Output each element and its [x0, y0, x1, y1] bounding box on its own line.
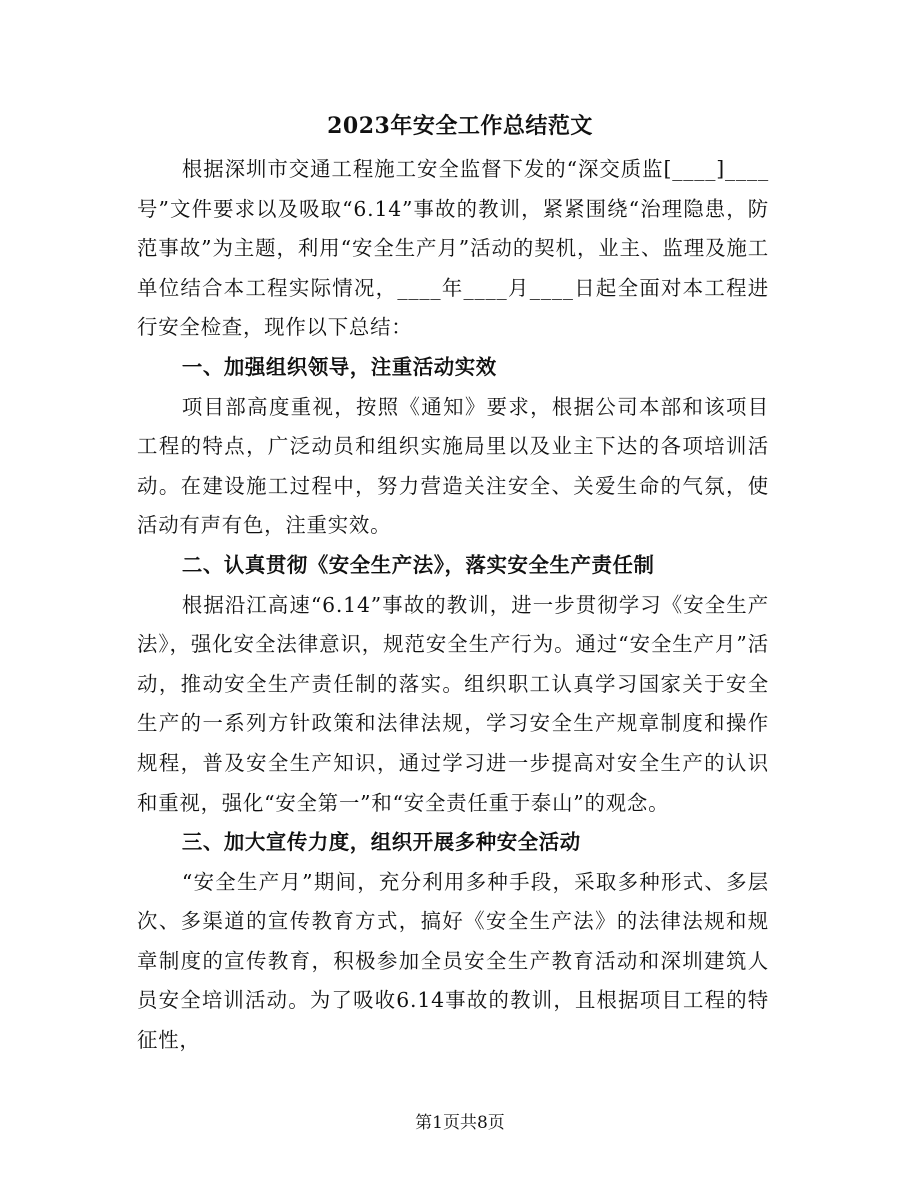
section-2-heading: 二、认真贯彻《安全生产法》，落实安全生产责任制 [181, 552, 655, 577]
section-1-heading: 一、加强组织领导，注重活动实效 [181, 354, 497, 379]
intro-paragraph: 根据深圳市交通工程施工安全监督下发的“深交质监[____]____号”文件要求以及吸取“6.14”事故的教训，紧紧围绕“治理隐患，防范事故”为主题，利用“安全生产月”活动的契机，业主、监理及施工单位结合本工程实际情况，____年____月____日起全面对本工程进行安全检查，现作以下总结： [137, 157, 769, 340]
section-3-paragraph: “安全生产月”期间，充分利用多种手段，采取多种形式、多层次、多渠道的宣传教育方式，搞好《安全生产法》的法律法规和规章制度的宣传教育，积极参加全员安全生产教育活动和深圳建筑人员安全培训活动。为了吸收6.14事故的教训，且根据项目工程的特征性， [137, 869, 769, 1053]
section-3-heading: 三、加大宣传力度，组织开展多种安全活动 [181, 830, 581, 855]
document-title: 2023年安全工作总结范文 [327, 113, 593, 139]
section-1-paragraph: 项目部高度重视，按照《通知》要求，根据公司本部和该项目工程的特点，广泛动员和组织实施局里以及业主下达的各项培训活动。在建设施工过程中，努力营造关注安全、关爱生命的气氛，使活动有声有色，注重实效。 [137, 394, 769, 538]
section-2-paragraph: 根据沿江高速“6.14”事故的教训，进一步贯彻学习《安全生产法》，强化安全法律意识，规范安全生产行为。通过“安全生产月”活动，推动安全生产责任制的落实。组织职工认真学习国家关于安全生产的一系列方针政策和法律法规，学习安全生产规章制度和操作规程，普及安全生产知识，通过学习进一步提高对安全生产的认识和重视，强化“安全第一”和“安全责任重于泰山”的观念。 [137, 592, 769, 815]
page-number-footer: 第1页共8页 [415, 1113, 505, 1133]
document-body [137, 150, 769, 1061]
